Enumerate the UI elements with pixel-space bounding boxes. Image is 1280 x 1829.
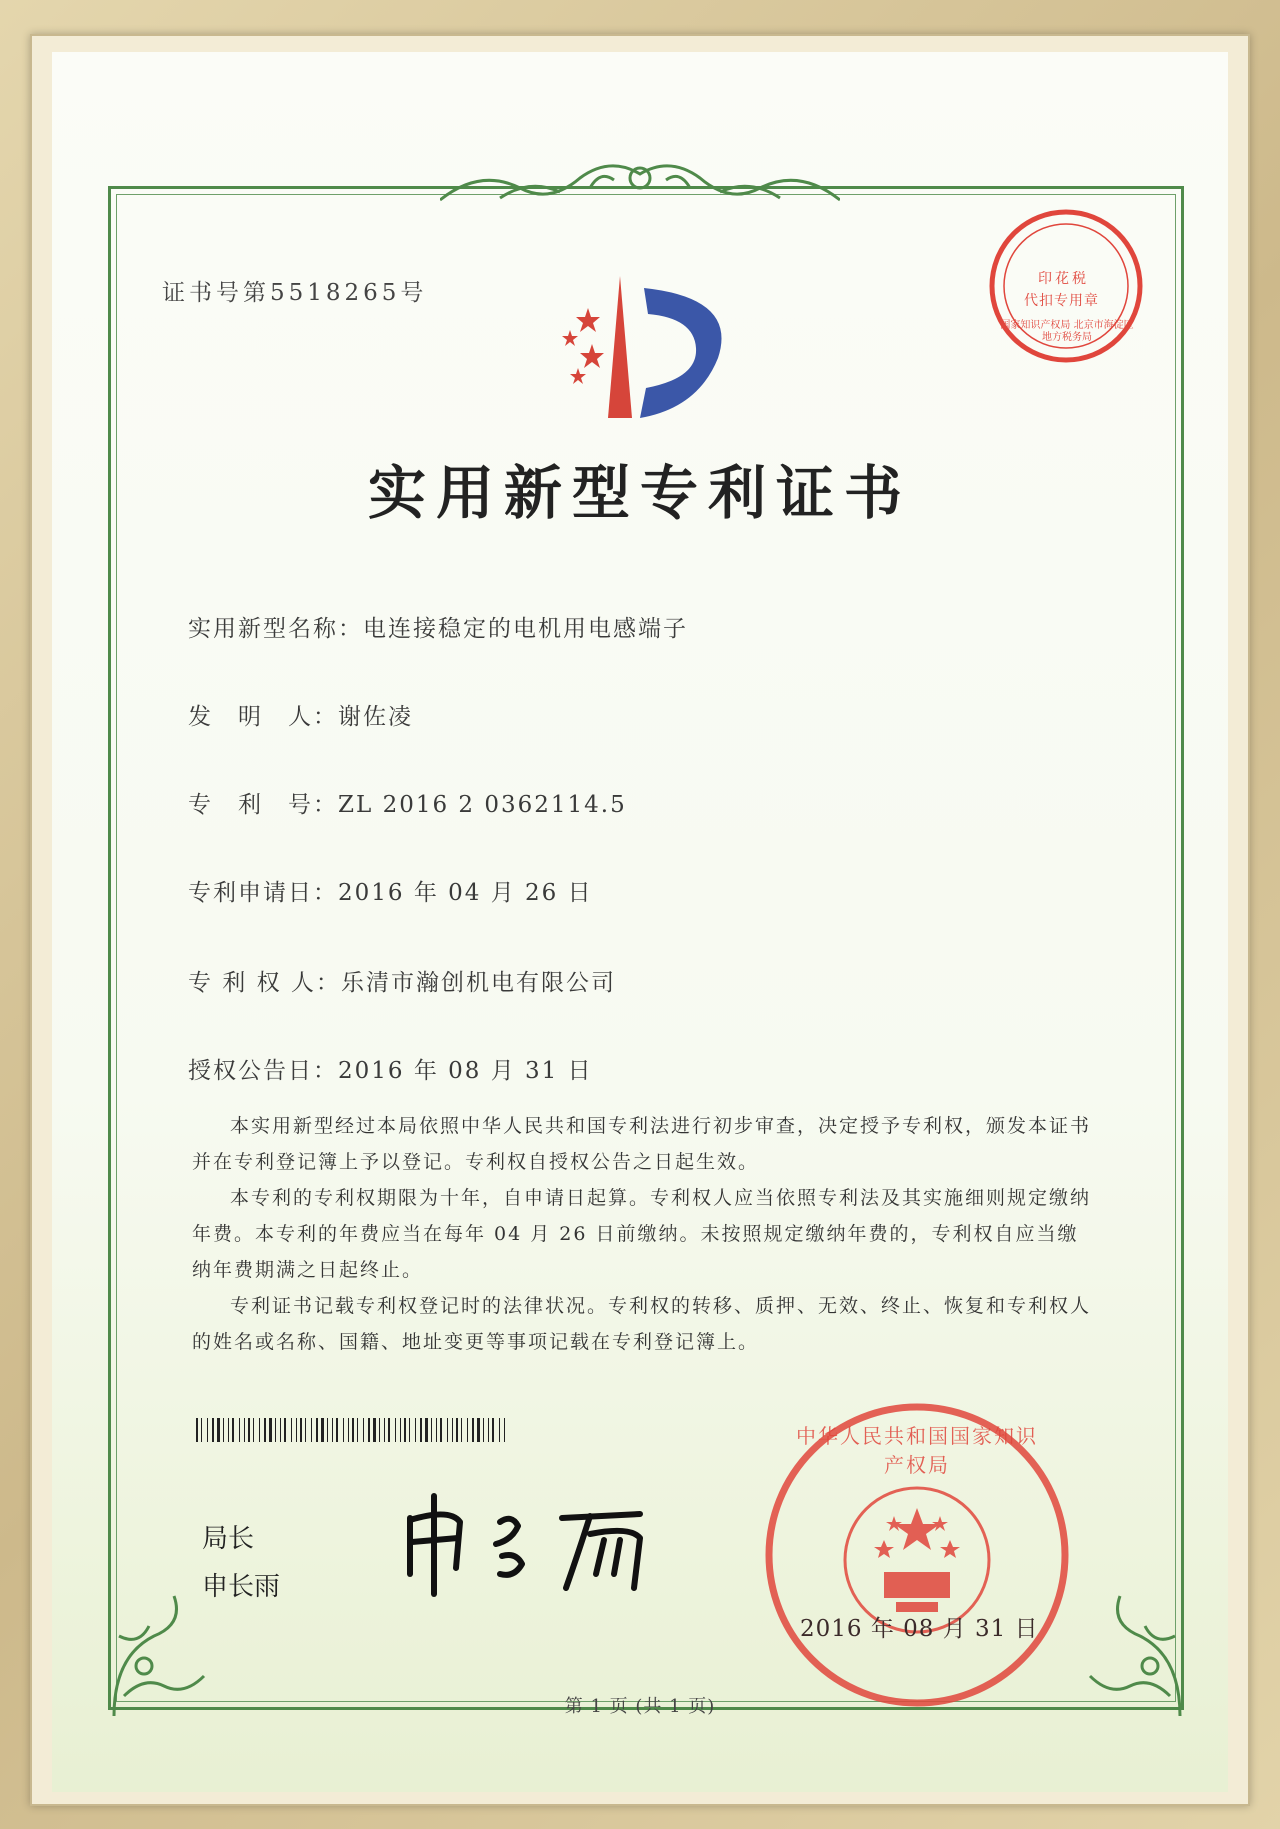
field-holder (188, 964, 616, 997)
field-inventor-label: 发 明 人： (188, 704, 338, 730)
field-inventor (188, 698, 413, 731)
field-grant-date-label: 授权公告日： (188, 1058, 338, 1084)
director-title: 局长 (202, 1524, 255, 1554)
field-holder-value: 乐清市瀚创机电有限公司 (340, 970, 616, 996)
field-apply-date-label: 专利申请日： (188, 880, 338, 906)
body-paragraph-2: 本专利的专利权期限为十年，自申请日起算。专利权人应当依照专利法及其实施细则规定缴纳年费。本专利的年费应当在每年 04 月 26 日前缴纳。未按照规定缴纳年费的，专利权自应当缴纳年费期满之日起终止。 (192, 1187, 1092, 1281)
logo-stars (562, 308, 604, 384)
field-apply-date (188, 874, 593, 907)
field-patent-no (188, 786, 627, 819)
body-paragraph-3: 专利证书记载专利权登记时的法律状况。专利权的转移、质押、无效、终止、恢复和专利权人的姓名或名称、国籍、地址变更等事项记载在专利登记簿上。 (192, 1295, 1092, 1353)
emblem-stars (874, 1508, 960, 1612)
national-seal-text: 中华人民共和国国家知识产权局 (796, 1424, 1038, 1477)
barcode (196, 1418, 508, 1442)
field-patent-no-label: 专 利 号： (188, 792, 338, 818)
field-name-label: 实用新型名称： (188, 616, 363, 642)
field-grant-date (188, 1052, 593, 1085)
field-inventor-value: 谢佐凌 (338, 704, 413, 730)
certificate-body (192, 1108, 1092, 1360)
field-apply-date-value: 2016 年 04 月 26 日 (338, 880, 593, 906)
body-paragraph-1: 本实用新型经过本局依照中华人民共和国专利法进行初步审查，决定授予专利权，颁发本证书并在专利登记簿上予以登记。专利权自授权公告之日起生效。 (192, 1115, 1092, 1173)
patent-office-logo (548, 268, 738, 418)
certificate-title: 实用新型专利证书 (367, 459, 912, 527)
tax-seal-ring-text: 国家知识产权局 北京市海淀区地方税务局 (1000, 320, 1134, 343)
director-name: 申长雨 (202, 1572, 281, 1602)
field-grant-date-value: 2016 年 08 月 31 日 (338, 1058, 593, 1084)
logo-blue-arc (640, 288, 722, 418)
seal-date: 2016 年 08 月 31 日 (800, 1616, 1039, 1642)
field-name (188, 610, 688, 643)
top-ornament (440, 148, 840, 218)
tax-seal-inner-2: 代扣专用章 (1024, 293, 1099, 309)
logo-red-stroke (608, 276, 632, 418)
handwritten-signature (390, 1478, 670, 1598)
tax-seal-inner-1: 印花税 (1038, 271, 1089, 287)
field-name-value: 电连接稳定的电机用电感端子 (363, 616, 688, 642)
page-number: 第 1 页 (共 1 页) (564, 1696, 716, 1717)
field-holder-label: 专 利 权 人： (188, 970, 341, 996)
field-patent-no-value: ZL 2016 2 0362114.5 (338, 792, 627, 818)
certificate-number: 证书号第5518265号 (162, 280, 428, 306)
